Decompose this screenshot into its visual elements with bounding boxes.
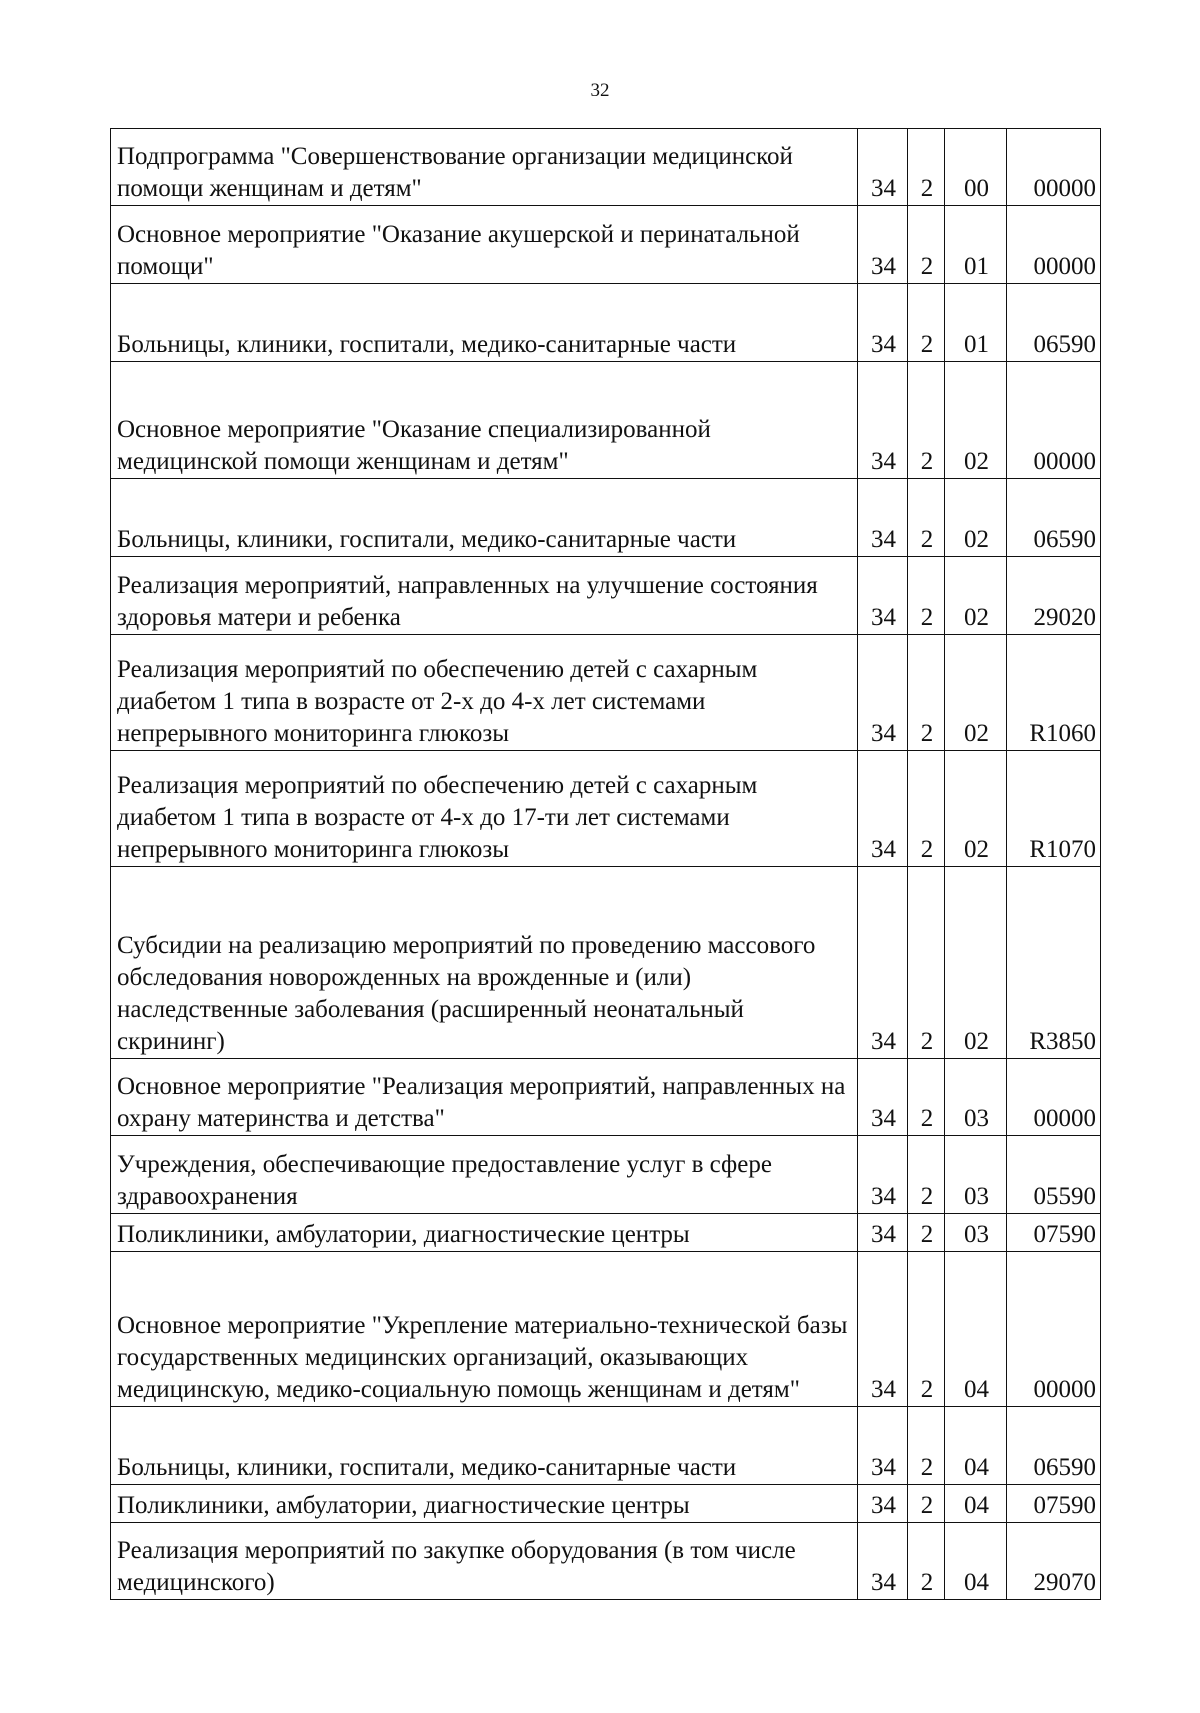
direction-code: 00000	[1007, 1059, 1101, 1136]
table-row	[111, 867, 1101, 1059]
row-description: Основное мероприятие "Оказание акушерской и перинатальной помощи"	[111, 206, 858, 284]
table-row	[111, 1214, 1101, 1252]
activity-code: 00	[945, 129, 1007, 206]
activity-code: 04	[945, 1252, 1007, 1407]
row-description: Больницы, клиники, госпитали, медико-санитарные части	[111, 479, 858, 557]
subprogram-code: 2	[908, 1136, 945, 1214]
row-description: Реализация мероприятий по обеспечению детей с сахарным диабетом 1 типа в возрасте от 4-х до 17-ти лет системами непрерывного мониторинга глюкозы	[111, 751, 858, 867]
table-row	[111, 1523, 1101, 1600]
direction-code: 29070	[1007, 1523, 1101, 1600]
table-row	[111, 284, 1101, 362]
direction-code: 06590	[1007, 284, 1101, 362]
program-code: 34	[858, 1523, 908, 1600]
subprogram-code: 2	[908, 635, 945, 751]
row-description: Подпрограмма "Совершенствование организации медицинской помощи женщинам и детям"	[111, 129, 858, 206]
program-code: 34	[858, 635, 908, 751]
direction-code: 05590	[1007, 1136, 1101, 1214]
program-code: 34	[858, 284, 908, 362]
program-code: 34	[858, 1252, 908, 1407]
table-row	[111, 479, 1101, 557]
program-code: 34	[858, 479, 908, 557]
table-row	[111, 557, 1101, 635]
activity-code: 03	[945, 1136, 1007, 1214]
activity-code: 04	[945, 1485, 1007, 1523]
subprogram-code: 2	[908, 362, 945, 479]
activity-code: 01	[945, 284, 1007, 362]
activity-code: 01	[945, 206, 1007, 284]
row-description: Основное мероприятие "Укрепление материально-технической базы государственных медицинских организаций, оказывающих медицинскую, медико-социальную помощь женщинам и детям"	[111, 1252, 858, 1407]
direction-code: R3850	[1007, 867, 1101, 1059]
activity-code: 04	[945, 1523, 1007, 1600]
program-code: 34	[858, 1214, 908, 1252]
row-description: Больницы, клиники, госпитали, медико-санитарные части	[111, 1407, 858, 1485]
direction-code: 07590	[1007, 1214, 1101, 1252]
table-row	[111, 129, 1101, 206]
activity-code: 02	[945, 557, 1007, 635]
table-row	[111, 1252, 1101, 1407]
row-description: Субсидии на реализацию мероприятий по проведению массового обследования новорожденных на врожденные и (или) наследственные заболевания (расширенный неонатальный скрининг)	[111, 867, 858, 1059]
direction-code: 07590	[1007, 1485, 1101, 1523]
direction-code: 06590	[1007, 479, 1101, 557]
subprogram-code: 2	[908, 206, 945, 284]
program-code: 34	[858, 751, 908, 867]
direction-code: 00000	[1007, 1252, 1101, 1407]
table-row	[111, 635, 1101, 751]
subprogram-code: 2	[908, 867, 945, 1059]
activity-code: 02	[945, 635, 1007, 751]
table-row	[111, 1059, 1101, 1136]
table-row	[111, 206, 1101, 284]
subprogram-code: 2	[908, 284, 945, 362]
row-description: Больницы, клиники, госпитали, медико-санитарные части	[111, 284, 858, 362]
subprogram-code: 2	[908, 1059, 945, 1136]
direction-code: 00000	[1007, 206, 1101, 284]
table-row	[111, 1407, 1101, 1485]
table-row	[111, 1136, 1101, 1214]
direction-code: 29020	[1007, 557, 1101, 635]
subprogram-code: 2	[908, 1407, 945, 1485]
row-description: Основное мероприятие "Оказание специализированной медицинской помощи женщинам и детям"	[111, 362, 858, 479]
program-code: 34	[858, 362, 908, 479]
activity-code: 04	[945, 1407, 1007, 1485]
direction-code: R1060	[1007, 635, 1101, 751]
activity-code: 02	[945, 867, 1007, 1059]
activity-code: 03	[945, 1214, 1007, 1252]
subprogram-code: 2	[908, 1523, 945, 1600]
row-description: Учреждения, обеспечивающие предоставление услуг в сфере здравоохранения	[111, 1136, 858, 1214]
program-code: 34	[858, 867, 908, 1059]
program-code: 34	[858, 1059, 908, 1136]
table-row	[111, 1485, 1101, 1523]
activity-code: 02	[945, 751, 1007, 867]
row-description: Поликлиники, амбулатории, диагностические центры	[111, 1485, 858, 1523]
program-code: 34	[858, 206, 908, 284]
row-description: Основное мероприятие "Реализация мероприятий, направленных на охрану материнства и детства"	[111, 1059, 858, 1136]
activity-code: 02	[945, 479, 1007, 557]
subprogram-code: 2	[908, 751, 945, 867]
row-description: Поликлиники, амбулатории, диагностические центры	[111, 1214, 858, 1252]
subprogram-code: 2	[908, 479, 945, 557]
program-code: 34	[858, 1485, 908, 1523]
activity-code: 02	[945, 362, 1007, 479]
direction-code: 06590	[1007, 1407, 1101, 1485]
direction-code: 00000	[1007, 362, 1101, 479]
budget-classification-table	[110, 128, 1101, 1600]
program-code: 34	[858, 1136, 908, 1214]
table-row	[111, 751, 1101, 867]
direction-code: 00000	[1007, 129, 1101, 206]
subprogram-code: 2	[908, 557, 945, 635]
activity-code: 03	[945, 1059, 1007, 1136]
program-code: 34	[858, 1407, 908, 1485]
row-description: Реализация мероприятий по закупке оборудования (в том числе медицинского)	[111, 1523, 858, 1600]
subprogram-code: 2	[908, 1252, 945, 1407]
subprogram-code: 2	[908, 1485, 945, 1523]
row-description: Реализация мероприятий по обеспечению детей с сахарным диабетом 1 типа в возрасте от 2-х до 4-х лет системами непрерывного мониторинга глюкозы	[111, 635, 858, 751]
row-description: Реализация мероприятий, направленных на улучшение состояния здоровья матери и ребенка	[111, 557, 858, 635]
subprogram-code: 2	[908, 1214, 945, 1252]
program-code: 34	[858, 557, 908, 635]
direction-code: R1070	[1007, 751, 1101, 867]
subprogram-code: 2	[908, 129, 945, 206]
page-number: 32	[590, 80, 610, 101]
program-code: 34	[858, 129, 908, 206]
table-row	[111, 362, 1101, 479]
